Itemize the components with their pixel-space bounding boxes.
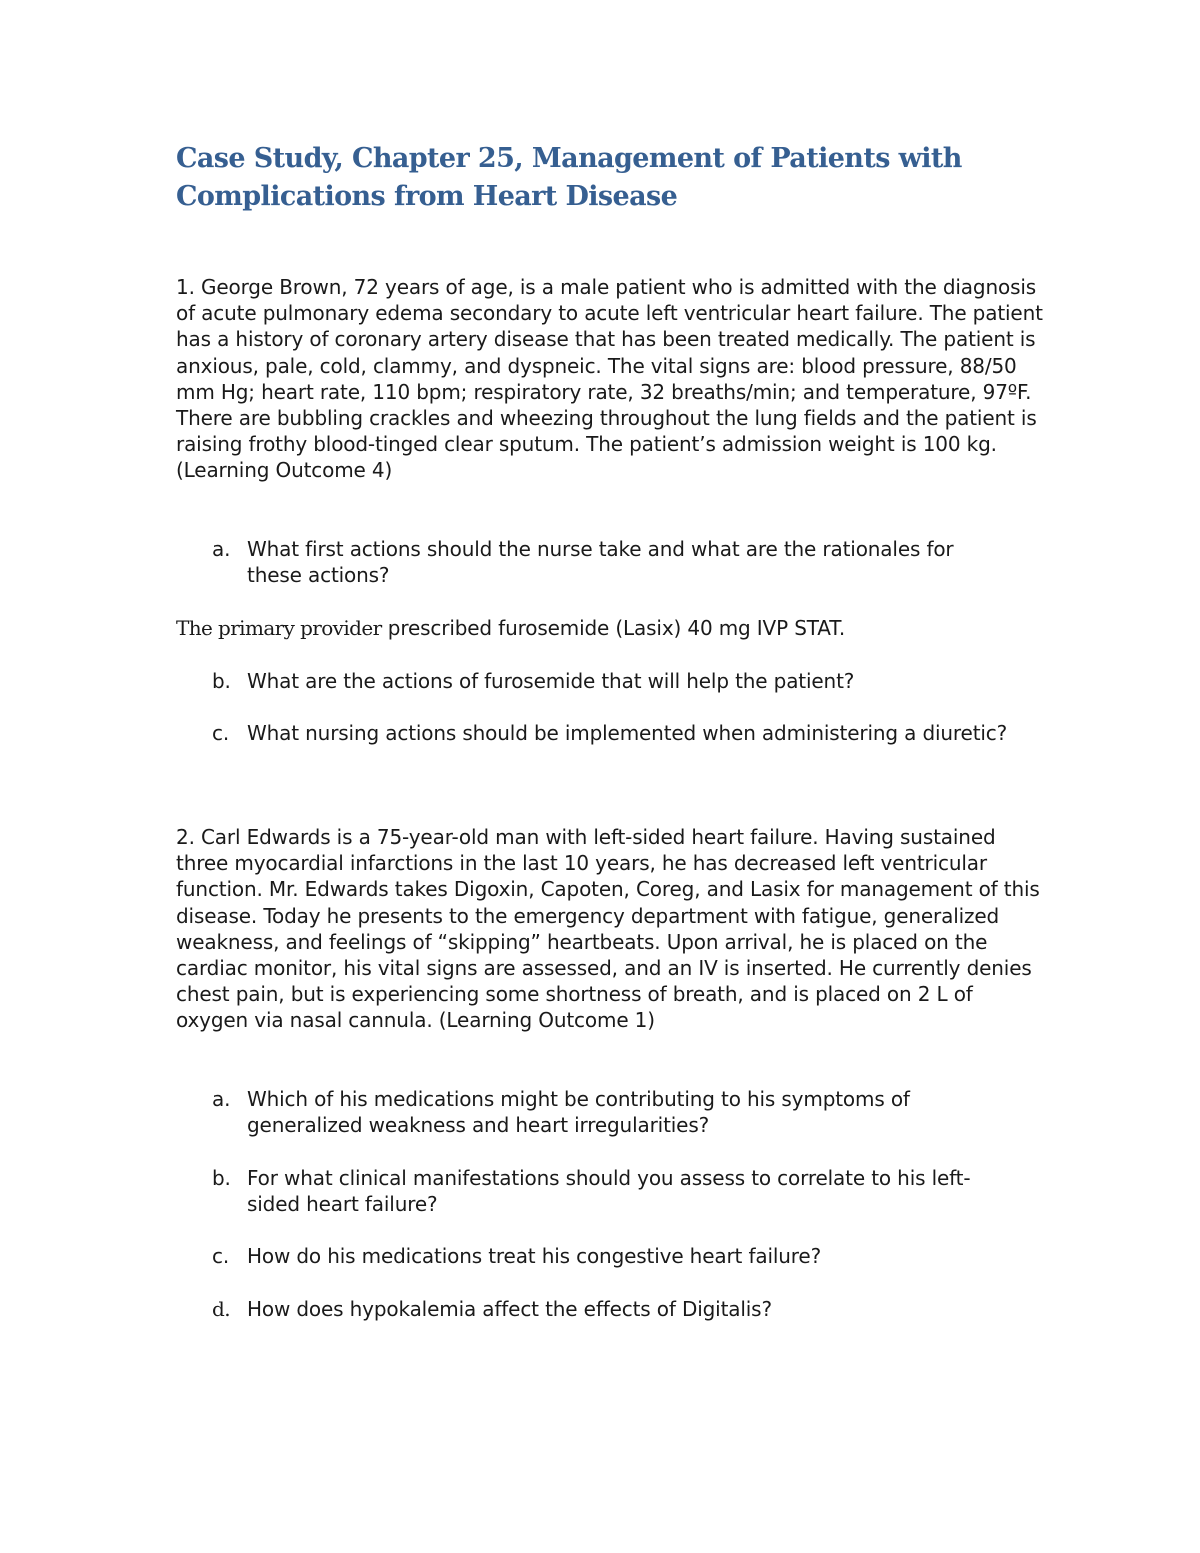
list-marker: d. — [212, 1297, 230, 1321]
provider-order-prefix: The primary provider — [176, 616, 382, 640]
provider-order — [176, 615, 1046, 641]
list-marker: b. — [212, 669, 231, 693]
list-marker: a. — [212, 1087, 231, 1111]
case-2-question-d — [212, 1296, 1012, 1322]
question-text: What first actions should the nurse take and what are the rationales for these actions? — [247, 537, 954, 588]
question-text: How do his medications treat his congestive heart failure? — [247, 1244, 822, 1268]
list-marker: c. — [212, 721, 230, 745]
case-2-question-c — [212, 1243, 1012, 1269]
document-title: Case Study, Chapter 25, Management of Patients with Complications from Heart Disease — [176, 143, 962, 212]
case-2-question-a — [212, 1086, 1012, 1138]
list-marker: c. — [212, 1244, 230, 1268]
case-1-paragraph: 1. George Brown, 72 years of age, is a male patient who is admitted with the diagnosis of acute pulmonary edema secondary to acute left ventricular heart failure. The patient has a history of coronary artery disease that has been treated medically. The patient is anxious, pale, cold, clammy, and dyspneic. The vital signs are: blood pressure, 88/50 mm Hg; heart rate, 110 bpm; respiratory rate, 32 breaths/min; and temperature, 97ºF. There are bubbling crackles and wheezing throughout the lung fields and the patient is raising frothy blood-tinged clear sputum. The patient’s admission weight is 100 kg. (Learning Outcome 4) — [176, 275, 1043, 483]
question-text: What nursing actions should be implemented when administering a diuretic? — [247, 721, 1008, 745]
list-marker: b. — [212, 1166, 231, 1190]
case-1-question-c — [212, 720, 1012, 746]
case-1-question-b — [212, 668, 1012, 694]
question-text: What are the actions of furosemide that will help the patient? — [247, 669, 855, 693]
question-text: Which of his medications might be contributing to his symptoms of generalized weakness and heart irregularities? — [247, 1087, 910, 1138]
question-text: For what clinical manifestations should you assess to correlate to his left-sided heart failure? — [247, 1166, 971, 1217]
case-2-question-b — [212, 1165, 1012, 1217]
case-2-paragraph: 2. Carl Edwards is a 75-year-old man with left-sided heart failure. Having sustained three myocardial infarctions in the last 10 years, he has decreased left ventricular function. Mr. Edwards takes Digoxin, Capoten, Coreg, and Lasix for management of this disease. Today he presents to the emergency department with fatigue, generalized weakness, and feelings of “skipping” heartbeats. Upon arrival, he is placed on the cardiac monitor, his vital signs are assessed, and an IV is inserted. He currently denies chest pain, but is experiencing some shortness of breath, and is placed on 2 L of oxygen via nasal cannula. (Learning Outcome 1) — [176, 825, 1040, 1033]
list-marker: a. — [212, 537, 231, 561]
question-text: How does hypokalemia affect the effects of Digitalis? — [247, 1297, 772, 1321]
case-1-question-a — [212, 536, 1012, 588]
provider-order-text: prescribed furosemide (Lasix) 40 mg IVP STAT. — [381, 616, 846, 640]
